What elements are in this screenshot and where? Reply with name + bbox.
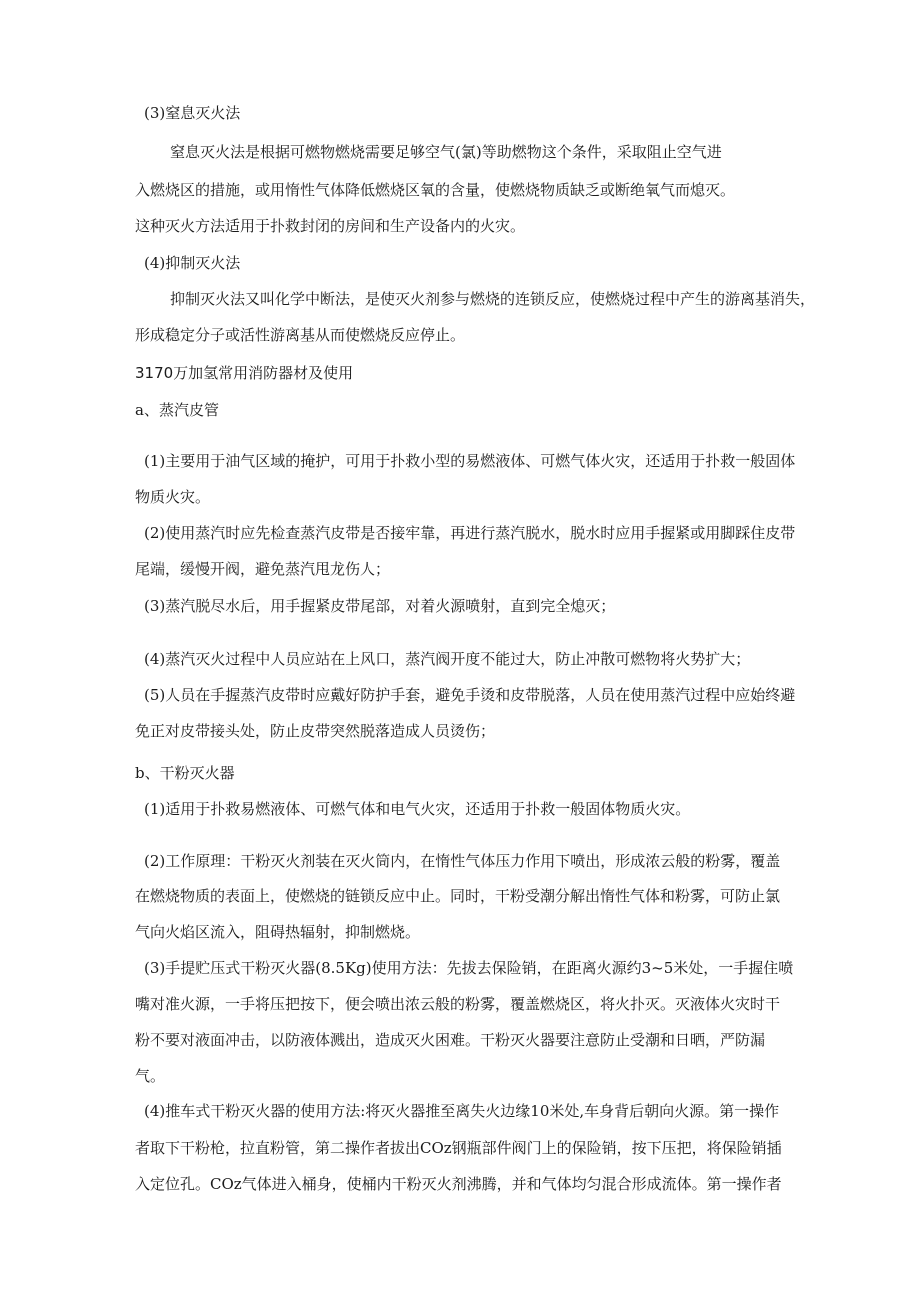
paragraph-line: 免正对皮带接头处，防止皮带突然脱落造成人员烫伤； bbox=[135, 722, 496, 740]
paragraph-line: 嘴对准火源，一手将压把按下，便会喷出浓云般的粉雾，覆盖燃烧区，将火扑灭。灭液体火灾时干 bbox=[135, 995, 781, 1013]
paragraph-line: (1)主要用于油气区域的掩护，可用于扑救小型的易燃液体、可燃气体火灾，还适用于扑救一般固体 bbox=[144, 452, 796, 470]
paragraph-line: 这种灭火方法适用于扑救封闭的房间和生产设备内的火灾。 bbox=[135, 217, 526, 235]
paragraph-line: 者取下干粉枪，拉直粉管，第二操作者拔出COz钢瓶部件阀门上的保险销，按下压把，将保险销插 bbox=[135, 1139, 782, 1157]
subsection-title: b、干粉灭火器 bbox=[135, 764, 235, 782]
paragraph-line: 抑制灭火法又叫化学中断法，是使灭火剂参与燃烧的连锁反应，使燃烧过程中产生的游离基消失， bbox=[170, 290, 816, 308]
paragraph-line: (4)蒸汽灭火过程中人员应站在上风口，蒸汽阀开度不能过大，防止冲散可燃物将火势扩大； bbox=[144, 650, 751, 668]
paragraph-line: (3)蒸汽脱尽水后，用手握紧皮带尾部，对着火源喷射，直到完全熄灭； bbox=[144, 597, 616, 615]
section-title: (4)抑制灭火法 bbox=[144, 254, 241, 272]
paragraph-line: 在燃烧物质的表面上，使燃烧的链锁反应中止。同时，干粉受潮分解出惰性气体和粉雾，可防止氯 bbox=[135, 887, 781, 905]
paragraph-line: 入燃烧区的措施，或用惰性气体降低燃烧区氧的含量，使燃烧物质缺乏或断绝氧气而熄灭。 bbox=[135, 181, 736, 199]
paragraph-line: 气。 bbox=[135, 1067, 166, 1085]
subsection-title: a、蒸汽皮管 bbox=[135, 401, 219, 419]
paragraph-line: (2)使用蒸汽时应先检查蒸汽皮带是否接牢靠，再进行蒸汽脱水，脱水时应用手握紧或用脚踩住皮带 bbox=[144, 524, 796, 542]
paragraph-line: (3)手提贮压式干粉灭火器(8.5Kg)使用方法：先拔去保险销，在距离火源约3~5米处，一手握住喷 bbox=[144, 959, 794, 977]
paragraph-line: 入定位孔。COz气体进入桶身，使桶内干粉灭火剂沸腾，并和气体均匀混合形成流体。第一操作者 bbox=[135, 1175, 782, 1193]
heading: 3170万加氢常用消防器材及使用 bbox=[135, 364, 354, 382]
paragraph-line: (1)适用于扑救易燃液体、可燃气体和电气火灾，还适用于扑救一般固体物质火灾。 bbox=[144, 800, 691, 818]
paragraph-line: 形成稳定分子或活性游离基从而使燃烧反应停止。 bbox=[135, 326, 466, 344]
paragraph-line: 尾端，缓慢开阀，避免蒸汽甩龙伤人； bbox=[135, 560, 391, 578]
paragraph-line: (5)人员在手握蒸汽皮带时应戴好防护手套，避免手烫和皮带脱落，人员在使用蒸汽过程中应始终避 bbox=[144, 686, 796, 704]
paragraph-line: (4)推车式干粉灭火器的使用方法:将灭火器推至离失火边缘10米处,车身背后朝向火源。第一操作 bbox=[144, 1102, 780, 1120]
section-title: (3)窒息灭火法 bbox=[144, 104, 241, 122]
paragraph-line: 气向火焰区流入，阻碍热辐射，抑制燃烧。 bbox=[135, 923, 421, 941]
paragraph-line: (2)工作原理：干粉灭火剂装在灭火筒内，在惰性气体压力作用下喷出，形成浓云般的粉雾，覆盖 bbox=[144, 852, 781, 870]
paragraph-line: 粉不要对液面冲击，以防液体溅出，造成灭火困难。干粉灭火器要注意防止受潮和日晒，严防漏 bbox=[135, 1031, 766, 1049]
paragraph-line: 窒息灭火法是根据可燃物燃烧需要足够空气(氯)等助燃物这个条件，采取阻止空气进 bbox=[170, 143, 722, 161]
paragraph-line: 物质火灾。 bbox=[135, 488, 211, 506]
